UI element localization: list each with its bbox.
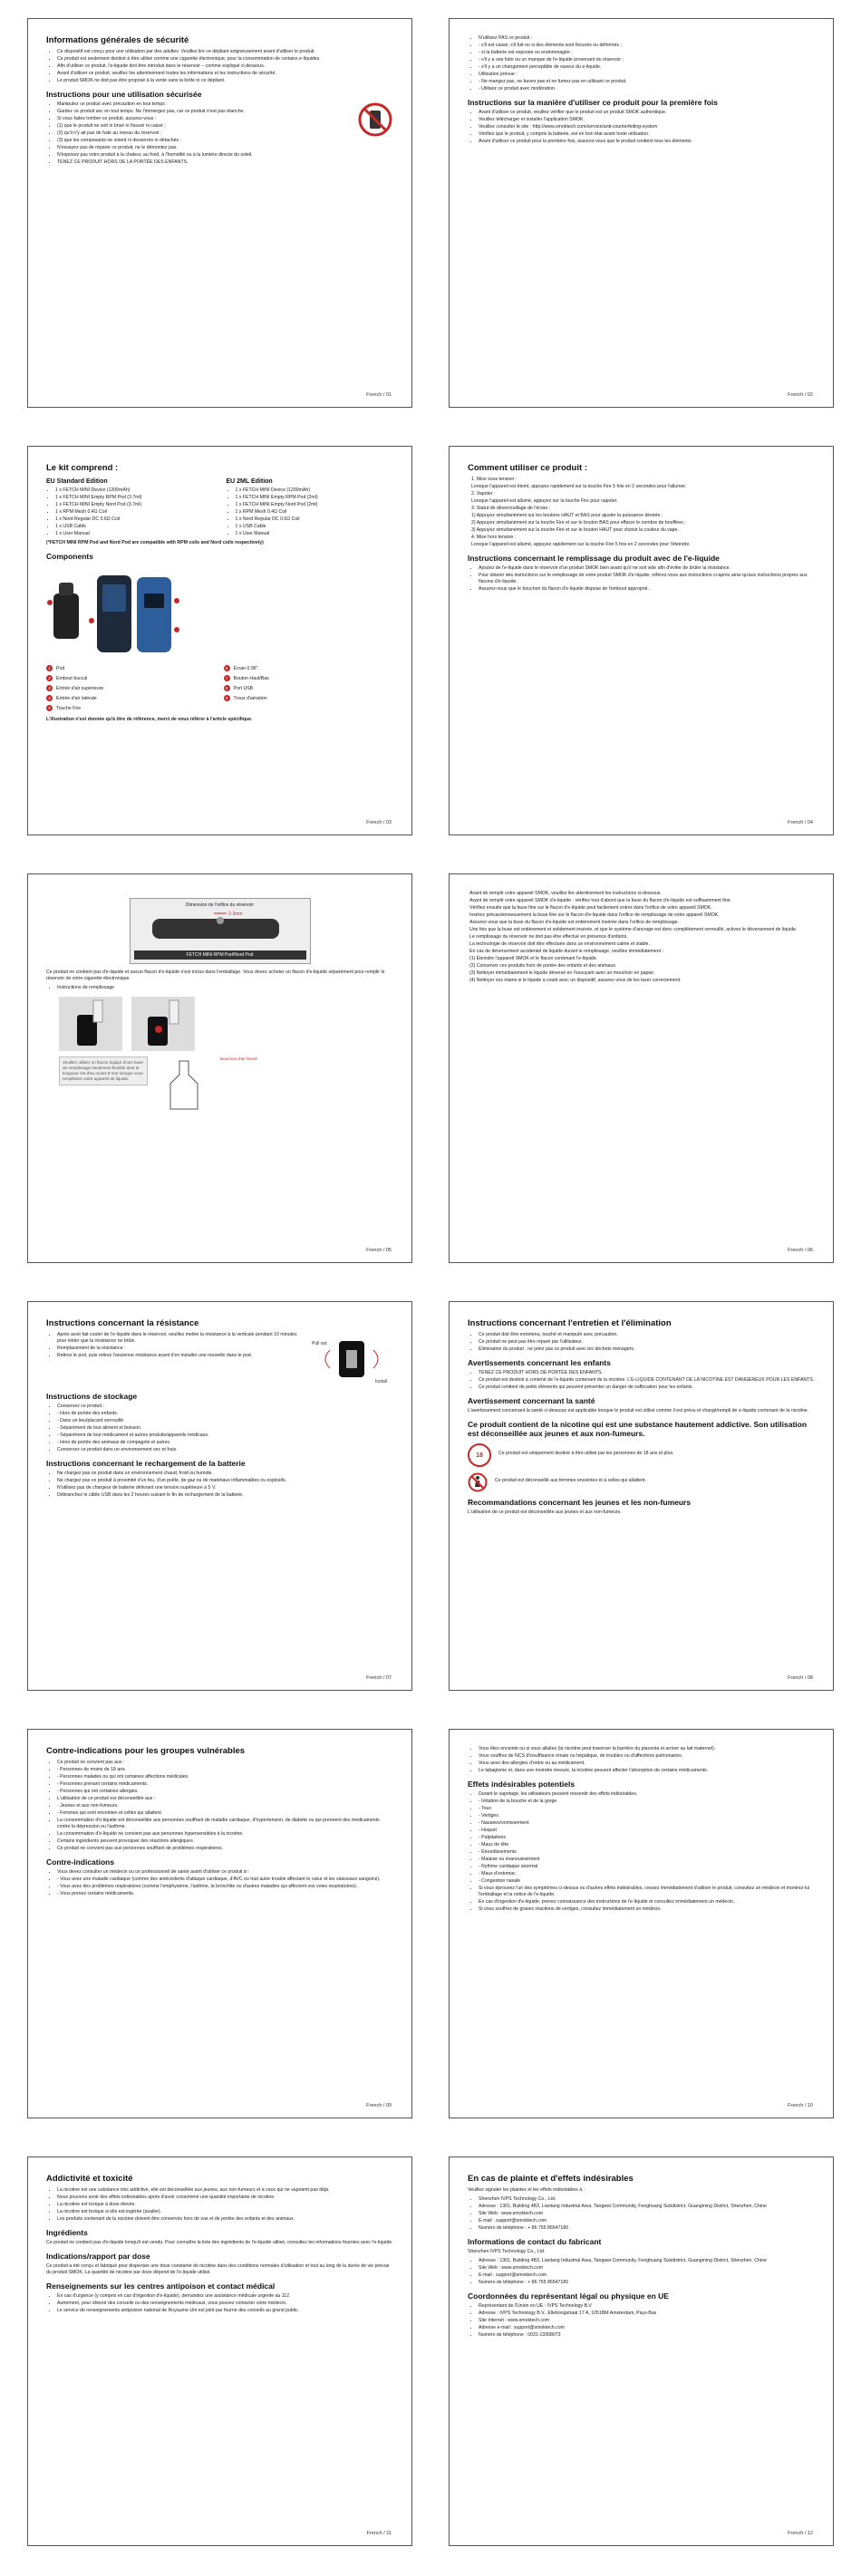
list-item: • - Vertiges — [479, 1813, 815, 1819]
list-item: • 1 x Nord Regular DC 0.6Ω Coil — [236, 516, 394, 523]
manual-page-7 — [27, 1301, 412, 1691]
manual-page-11 — [27, 2156, 412, 2546]
section-heading: Ce produit contient de la nicotine qui est une substance hautement addictive. Son utilisation est déconseillée aux jeunes et aux non-fumeurs. — [468, 1420, 808, 1438]
bullet-list — [468, 2303, 815, 2339]
list-item: • - Femmes qui sont enceintes et celles qui allaitent. — [57, 1810, 393, 1817]
page-heading: Le kit comprend : — [46, 463, 119, 473]
list-item: • Numéro de téléphone : + 86 755 86547180 — [479, 2280, 815, 2286]
list-item: • Veuillez consulter le site : http://www.smoktech.com/service/anti-counterfeiting-system — [479, 124, 815, 130]
list-item: • Adresse e-mail : support@smoktech.com — [479, 2325, 815, 2331]
list-item: • Ce produit ne convient pas aux personnes souffrant de problèmes respiratoires. — [57, 1846, 393, 1852]
list-item: • TENEZ CE PRODUIT HORS DE LA PORTÉE DES ENFANTS. — [57, 159, 352, 166]
list-item: • - Nausées/vomissement — [479, 1820, 815, 1827]
list-item: • - s'il est cassé, s'il fuit ou si des éléments sont fissurés ou déformés ; — [479, 43, 815, 49]
section-heading: Coordonnées du représentant légal ou physique en UE — [468, 2291, 669, 2301]
list-item: La technologie de réservoir doit être effectuée dans un environnement calme et stable. — [469, 941, 650, 947]
paragraph: Ce produit a été conçu et fabriqué pour dispenser une dose constante de nicotine dans des conditions normales d'utilisation et tout au long de la durée de vie prévue du produit SMOK. La quantité de nicotine par dose dépend de l'e-liquide utilisé. — [46, 2263, 390, 2275]
list-item: • 1 x FETCH MINI Empty RPM Pod (2ml) — [236, 495, 394, 501]
section-heading: Contre-indications — [46, 1857, 115, 1867]
refill-step-2-illustration — [131, 997, 195, 1051]
opening-dimension: 2-3mm — [227, 912, 243, 917]
list-item: • Numéro de téléphone : + 86 755 86547180 — [479, 2225, 815, 2232]
list-item: • Manipulez ce produit avec précaution en tout temps : — [57, 101, 352, 108]
list-item: • - Vous prenez certains médicaments. — [57, 1891, 393, 1897]
no-heat-icon — [357, 101, 393, 138]
list-item: • Vous souffrez de NCS d'insuffisance rénale ou hépatique, de troubles ou d'affections pulmonaires. — [479, 1753, 815, 1760]
legend-item: 3 Entrée d'air supérieure — [46, 685, 217, 691]
list-item: • - Personnes qui ont certaines allergies. — [57, 1789, 393, 1795]
list-item: • Le service de renseignements antipoison national de Royaume-Uni est joint par fournir des conseils au grand public. — [57, 2308, 393, 2314]
bullet-list — [46, 487, 214, 537]
list-item: • - Hors de portée des enfants. — [57, 1411, 393, 1417]
list-item: • Vous devez consulter un médecin ou un professionnel de santé avant d'utiliser ce produit si : — [57, 1869, 393, 1876]
step-list — [468, 477, 815, 548]
list-item: • E-mail : support@smoktech.com — [479, 2272, 815, 2279]
list-item: • Durant le vapotage, les utilisateurs peuvent ressentir des effets indésirables. — [479, 1791, 815, 1798]
list-item: • Ce produit est destiné à contenir de l'e-liquide contenant de la nicotine. L'E-LIQUIDE CONTENANT DE LA NICOTINE EST DANGEREUX POUR LES ENFANTS. — [479, 1377, 815, 1384]
section-heading: Renseignements sur les centres antipoison et contact médical — [46, 2282, 276, 2291]
list-item: • - Étourdissements — [479, 1849, 815, 1856]
manual-page-5 — [27, 873, 412, 1263]
list-item: • Vous êtes enceinte ou si vous allaitez (la nicotine peut traverser la barrière du placenta et arriver au lait maternel). — [479, 1746, 815, 1752]
legend-item: 1 Pod — [46, 665, 217, 671]
list-item: • E-mail : support@smoktech.com — [479, 2218, 815, 2224]
bullet-list — [46, 1869, 393, 1897]
list-item: • - Utilisez ce produit avec modération. — [479, 86, 815, 92]
section-heading: Instructions concernant le rechargement de la batterie — [46, 1459, 246, 1468]
list-item: • - Irritation de la bouche et de la gorge — [479, 1799, 815, 1805]
list-item: • Conservez ce produit : — [57, 1404, 393, 1410]
bullet-list — [468, 2258, 815, 2286]
bullet-list — [46, 1471, 393, 1499]
list-item: • - Palpitations — [479, 1835, 815, 1841]
bullet-list — [46, 2293, 393, 2314]
list-item: • - Malaise ou évanouissement — [479, 1857, 815, 1863]
manual-page-2 — [449, 18, 834, 408]
list-item: Vérifiez ensuite que la buse fine sur le flacon d'e-liquide peut facilement entrer dans l'orifice de votre appareil SMOK. — [469, 905, 712, 911]
list-item: • Shenzhen IVPS Technology Co., Ltd. — [479, 2196, 815, 2203]
list-item: • Le tabagisme et, dans une moindre mesure, la nicotine peuvent affecter l'absorption de certains médicaments. — [479, 1768, 815, 1774]
pull-out-label: Pull out — [312, 1341, 327, 1346]
legend-item: 7 Bouton Haut/Bas — [224, 675, 394, 681]
list-item: • - s'il y a une fuite ou un manque de l'e-liquide provenant du réservoir ; — [479, 57, 815, 63]
coil-replacement-illustration — [312, 1332, 393, 1386]
list-item: • - si la batterie est exposée ou endommagée ; — [479, 50, 815, 56]
bullet-list — [468, 1370, 815, 1391]
list-item: • Avant d'utiliser ce produit, veuillez vérifier que le produit est un produit SMOK authentique. — [479, 110, 815, 116]
warning-text: Ce produit est déconseillé aux femmes enceintes et à celles qui allaitent. — [495, 1478, 646, 1483]
age-18-icon: 18 — [468, 1443, 491, 1467]
bullet-list — [46, 101, 352, 167]
no-pregnant-icon — [468, 1472, 488, 1492]
compatibility-note: (*FETCH MINI RPM Pod and Nord Pod are compatible with RPM coils and Nord coils respectively) — [46, 540, 264, 545]
list-item: • N'utilisez PAS ce produit : — [479, 35, 815, 42]
list-item: • Adresse : 1301, Building 4B3, Liantang Industrial Area, Tangwei Community, Fenghuang Subdistrict, Guangming District, Shenzhen, Chine — [479, 2204, 815, 2210]
kit-column-standard — [46, 477, 214, 540]
list-item: • Certains ingrédients peuvent provoquer des réactions allergiques. — [57, 1838, 393, 1845]
list-item: • Veuillez télécharger et installer l'application SMOK. — [479, 117, 815, 123]
list-item: • Adresse : IVPS Technology B.V., Elleboogstraat 17 A, 1051BM Amsterdam, Pays-Bas — [479, 2311, 815, 2317]
bullet-list — [46, 1404, 393, 1453]
section-heading: Avertissement concernant la santé — [468, 1396, 595, 1405]
list-item: Avant de remplir votre appareil SMOK d'e-liquide : vérifiez tout d'abord que la buse du flacon d'e-liquide est suffisamment fine. — [469, 898, 732, 903]
refill-step-1-illustration — [59, 997, 122, 1051]
list-item: • En cas d'urgence (y compris en cas d'ingestion d'e-liquide), demandez une assistance médicale urgente au 112. — [57, 2293, 393, 2300]
list-item: • TENEZ CE PRODUIT HORS DE PORTÉE DES ENFANTS. — [479, 1370, 815, 1376]
list-item: • Assurez-vous que le bouchon du flacon d'e-liquide dispose de l'embout approprié. — [479, 586, 815, 593]
list-item: • - Hors de portée des animaux de compagnie et autres. — [57, 1440, 393, 1446]
list-item: • Afin d'utiliser ce produit, l'e-liquide doit être introduit dans le réservoir – comme expliqué ci-dessous. — [57, 63, 393, 70]
warning-text: Ce produit est uniquement destiné à être utilisé par les personnes de 18 ans et plus. — [498, 1451, 674, 1456]
kit-column-2ml — [227, 477, 394, 540]
list-item: • (3) que les composants ne soient ni desserrés ni détachés ; — [57, 138, 352, 144]
list-item: • Instructions de remplissage — [57, 985, 393, 991]
list-item: • - Dans un lieu/placard verrouillé. — [57, 1418, 393, 1424]
bullet-list — [46, 49, 393, 84]
kit-edition-title: EU Standard Edition — [46, 478, 108, 485]
page-heading: En cas de plainte et d'effets indésirables — [468, 2174, 634, 2184]
list-item: • Si vous éprouvez l'un des symptômes ci-dessus ou d'autres effets indésirables, cessez immédiatement d'utiliser le produit, consultez un médecin et montrez-lui l'emballage et la notice de l'e-liquide. — [479, 1886, 815, 1898]
kit-edition-title: EU 2ML Edition — [226, 478, 273, 485]
list-item: • Ce produit contient de petits éléments qui peuvent présenter un danger de suffocation pour les enfants. — [479, 1384, 815, 1391]
page-number: French / 06 — [788, 1248, 813, 1253]
list-item: 3. Statut de déverrouillage de l'écran : — [471, 506, 551, 511]
list-item: • Remplacement de la résistance : — [57, 1346, 306, 1352]
list-item: 2) Appuyez simultanément sur la touche Fire et sur le bouton BAS pour effacer le nombre de bouffées ; — [471, 520, 686, 526]
list-item: • La consommation d'e-liquide est déconseillée aux personnes souffrant de maladie cardiaque, d'hypertension, de diabète ou qui prennent des médicaments contre la dépression ou l'asthme. — [57, 1818, 393, 1830]
list-item: • Si vous souffrez de graves réactions de vertiges, consultez immédiatement un médecin. — [479, 1906, 815, 1913]
section-heading: Effets indésirables potentiels — [468, 1780, 576, 1789]
page-number: French / 07 — [366, 1675, 392, 1681]
list-item: • - Personnes de moins de 18 ans. — [57, 1767, 393, 1773]
list-item: 3) Appuyez simultanément sur la touche Fire et sur le bouton HAUT pour choisir la couleur du vape. — [471, 527, 679, 533]
list-item: • Le produit SMOK ne doit pas être proposé à la vente sans la boîte ni ce dépliant. — [57, 78, 393, 84]
list-item: • (2) qu'il n'y ait pas de fuite au niveau du réservoir ; — [57, 130, 352, 137]
list-item: • - Jeunes et aux non-fumeurs. — [57, 1803, 393, 1809]
list-item: • - Maux de tête — [479, 1842, 815, 1848]
section-heading: Instructions de stockage — [46, 1392, 138, 1401]
list-item: • En cas d'ingestion d'e-liquide, prenez connaissance des instructions de l'e-liquide et consultez immédiatement un médecin. — [479, 1899, 815, 1905]
list-item: • Ce produit ne convient pas aux : — [57, 1760, 393, 1766]
bottle-nozzle-illustration — [157, 1056, 211, 1111]
list-item: 4. Mise hors tension : — [471, 535, 517, 540]
list-item: (4) Nettoyer vos mains si le liquide a coulé avec un dispositif, assurez-vous de les laver correctement. — [469, 978, 682, 983]
list-item: • 1 x FETCH MINI Empty RPM Pod (3.7ml) — [55, 495, 214, 501]
list-item: • Nous pouvons avoir des effets indésirables après d'avoir consommé une quantité importante de nicotine. — [57, 2195, 393, 2201]
list-item: En cas de déversement accidentel de liquide durant le remplissage, veuillez immédiatement : — [469, 949, 663, 954]
illustration-caption: L'illustration n'est donnée qu'à titre de référence, merci de vous référer à l'article spécifique. — [46, 717, 253, 722]
list-item: • 1 x USB Cable — [236, 524, 394, 530]
list-item: • - Rythme cardiaque anormal — [479, 1864, 815, 1870]
page-number: French / 05 — [366, 1248, 392, 1253]
list-item: • Site Web : www.smoktech.com — [479, 2211, 815, 2217]
list-item: • Élimination du produit : ne jetez pas ce produit avec les déchets ménagers. — [479, 1346, 815, 1353]
list-item: • 1 x FETCH MINI Empty Nord Pod (3.7ml) — [55, 502, 214, 508]
list-item: • Ce produit doit être entretenu, touché et manipulé avec précaution. — [479, 1332, 815, 1338]
paragraph: Ce produit ne contient pas d'e-liquide et aucun flacon d'e-liquide n'est inclus dans l'emballage. Vous devez acheter un flacon d'e-liquide séparément pour remplir le réservoir de votre cigarette électronique. — [46, 970, 385, 981]
list-item: • Si vous faites tomber ce produit, assurez-vous : — [57, 116, 352, 122]
list-item: • Retirez le pod, puis retirez l'ancienne résistance avant d'en installer une nouvelle dans le pod. — [57, 1353, 306, 1359]
bullet-list — [468, 1746, 815, 1774]
page-heading: Addictivité et toxicité — [46, 2174, 133, 2184]
list-item: 1. Mise sous tension : — [471, 477, 518, 482]
component-legend — [46, 665, 393, 711]
paragraph: Ce produit ne contient pas d'e-liquide lorsqu'il est vendu. Pour connaître la liste des ingrédients de l'e-liquide utilisé, consultez les informations fournies avec l'e-liquide. — [46, 2240, 393, 2245]
list-item: • Vous avez des allergies d'ordre ou au médicament. — [479, 1761, 815, 1767]
list-item: • Ajoutez de l'e-liquide dans le réservoir d'un produit SMOK bien avant qu'il ne soit vide afin d'éviter de brûler la résistance. — [479, 565, 815, 572]
bullet-list — [227, 487, 394, 537]
list-item: • L'utilisation de ce produit est déconseillée aux : — [57, 1796, 393, 1802]
page-number: French / 11 — [366, 2531, 392, 2536]
list-item: • N'essayez pas de réparer ce produit, ne le démontez pas. — [57, 145, 352, 151]
page-number: French / 04 — [788, 820, 813, 825]
list-item: (1) Éteindre l'appareil SMOK et le flacon contenant l'e-liquide. — [469, 956, 598, 961]
legend-item: 4 Entrée d'air latérale — [46, 695, 217, 701]
list-item: • Autrement, pour obtenir des conseils ou des renseignements médicaux, vous pouvez contacter votre médecin. — [57, 2301, 393, 2307]
section-heading: Recommandations concernant les jeunes et les non-fumeurs — [468, 1498, 692, 1507]
list-item: • 1 x User Manual — [236, 531, 394, 537]
list-item: • Après avoir fait couler de l'e-liquide dans le réservoir, veuillez mettre la résistance à la verticale pendant 10 minutes pour éviter que la résistance ne brûle. — [57, 1332, 306, 1345]
list-item: • Ne chargez pas ce produit à proximité d'un feu, d'un poêle, de gaz ou de matériaux inflammables ou explosifs. — [57, 1478, 393, 1484]
legend-item: 6 Écran 0.96" — [224, 665, 394, 671]
list-item: • 1 x USB Cable — [55, 524, 214, 530]
list-item: Assurez-vous que la buse du flacon d'e-liquide est entièrement insérée dans l'orifice de remplissage. — [469, 920, 679, 925]
list-item: • - Congestion nasale — [479, 1878, 815, 1885]
manual-page-6 — [449, 873, 834, 1263]
list-item: • - Personnes prenant certains médicaments. — [57, 1781, 393, 1788]
list-item: • Adresse : 1301, Building 4B3, Liantang Industrial Area, Tangwei Community, Fenghuang Subdistrict, Guangming District, Shenzhen, Chine — [479, 2258, 815, 2264]
manual-page-3 — [27, 446, 412, 835]
bullet-list — [468, 1791, 815, 1913]
list-item: • 1 x FETCH MINI Empty Nord Pod (2ml) — [236, 502, 394, 508]
bullet-list — [46, 2187, 393, 2223]
list-item: • N'exposez pas votre produit à la chaleur, au froid, à l'humidité ou à la lumière directe du soleil. — [57, 152, 352, 159]
list-item: • Site Web : www.smoktech.com — [479, 2265, 815, 2272]
page-heading: Instructions concernant l'entretien et l'élimination — [468, 1318, 672, 1328]
section-heading: Ingrédients — [46, 2228, 88, 2237]
list-item: • Conservez ce produit dans un environnement sec et frais. — [57, 1447, 393, 1453]
list-item: • Numéro de téléphone : 0031-13308073 — [479, 2332, 815, 2339]
pod-label: FETCH MINI RPM Pod/Nord Pod — [134, 950, 306, 960]
page-heading: Contre-indications pour les groupes vulnérables — [46, 1746, 246, 1756]
list-item: • Représentant de l'Union en UE : IVPS Technology B.V — [479, 2303, 815, 2310]
list-item: (2) Conserver ces produits hors de portée des enfants et des animaux. — [469, 963, 617, 969]
bullet-list — [468, 35, 815, 92]
pregnancy-warning — [468, 1472, 815, 1492]
section-heading: Instructions concernant le remplissage du produit avec de l'e-liquide — [468, 554, 720, 563]
list-item: Avant de remplir votre appareil SMOK, veuillez lire attentivement les instructions ci-dessous. — [469, 891, 662, 896]
list-item: 2. Vapoter : — [471, 491, 496, 497]
red-note: Bouchon d'air fermé — [220, 1056, 257, 1061]
list-item: • Débranchez le câble USB dans les 2 heures suivant le fin de rechargement de la batterie. — [57, 1492, 393, 1499]
page-number: French / 01 — [366, 392, 392, 398]
list-item: • La nicotine est toxique à dose élevée. — [57, 2202, 393, 2208]
bullet-list — [468, 1332, 815, 1353]
section-heading: Indications/rapport par dose — [46, 2252, 150, 2261]
list-item: • - Ne mangez pas, ne buvez pas et ne fumez pas en utilisant ce produit. — [479, 79, 815, 85]
list-item: • 1 x RPM Mesh 0.4Ω Coil — [236, 509, 394, 516]
manual-page-4 — [449, 446, 834, 835]
list-item: • - Séparément de tout médicament et autres produits/appareils médicaux. — [57, 1433, 393, 1439]
install-label: Install — [375, 1379, 388, 1384]
list-item: • 1 x User Manual — [55, 531, 214, 537]
list-item: • La nicotine est toxique si elle est ingérée (avalée). — [57, 2209, 393, 2215]
section-heading: Informations de contact du fabricant — [468, 2237, 602, 2246]
bullet-list — [468, 565, 815, 593]
list-item: • Avant d'utiliser ce produit, veuillez lire attentivement toutes les informations et les instructions de sécurité. — [57, 71, 393, 77]
tank-opening-diagram — [130, 898, 311, 964]
page-number: French / 12 — [788, 2531, 813, 2536]
bullet-list — [46, 1332, 306, 1384]
legend-item: 5 Touche Fire — [46, 705, 217, 711]
list-item: • - Maux d'estomac — [479, 1871, 815, 1877]
page-number: French / 09 — [366, 2103, 392, 2108]
list-item: • - Hoquet — [479, 1828, 815, 1834]
paragraph: L'utilisation de ce produit est déconseillée aux jeunes et aux non-fumeurs. — [468, 1510, 622, 1515]
page-heading: Comment utiliser ce produit : — [468, 463, 587, 473]
list-item: Insérez précautionneusement la buse fine sur le flacon d'e-liquide dans l'orifice de remplissage de votre appareil SMOK. — [469, 912, 720, 918]
manual-page-12 — [449, 2156, 834, 2546]
list-item: • Gardez ce produit sec en tout temps. Ne l'immergez pas, car ce produit n'est pas étanche. — [57, 109, 352, 115]
list-item: • La nicotine est une substance très addictive, elle est déconseillée aux jeunes, aux non-fumeurs et à ceux qui ne vapotent pas déjà. — [57, 2187, 393, 2194]
component-illustration — [46, 566, 393, 661]
list-item: Lorsque l'appareil est éteint, appuyez rapidement sur la touche Fire 5 fois en 2 secondes pour l'allumer. — [471, 484, 687, 489]
list-item: • - Vous avez des problèmes respiratoires (comme l'emphysème, l'asthme, la bronchite ou d'autres maladies qui affectent vos voies respiratoires). — [57, 1884, 393, 1890]
list-item: • Site Internet : www.smoktech.com — [479, 2318, 815, 2324]
kit-contents — [46, 477, 393, 540]
bullet-list — [46, 1760, 393, 1852]
paragraph: Veuillez signaler les plaintes et les effets indésirables à : — [468, 2187, 585, 2193]
paragraph: L'avertissement concernant la santé ci-dessous est applicable lorsque le produit est utilisé comme il est prévu et chargé/rempli de e-liquide contenant de la nicotine. — [468, 1408, 809, 1413]
list-item: (3) Nettoyer immédiatement le liquide déversé en l'essuyant avec un mouchoir en papier. — [469, 970, 655, 976]
page-number: French / 10 — [788, 2103, 813, 2108]
list-item: • (1) que le produit ne soit ni brisé ni fissuré ni cassé ; — [57, 123, 352, 130]
section-heading: Instructions pour une utilisation sécurisée — [46, 90, 202, 99]
list-item: 1) Appuyez simultanément sur les boutons HAUT et BAS pour ajuster la puissance désirée ; — [471, 513, 663, 518]
list-item: • Vérifiez que le produit, y compris la batterie, est en bon état avant toute utilisation. — [479, 131, 815, 138]
manual-page-8 — [449, 1301, 834, 1691]
manual-page-9 — [27, 1729, 412, 2118]
bullet-list — [46, 985, 393, 991]
page-number: French / 08 — [788, 1675, 813, 1681]
section-heading: Avertissements concernant les enfants — [468, 1358, 611, 1367]
list-item: Lorsque l'appareil est allumé, appuyez sur la touche Fire pour vapoter. — [471, 498, 618, 504]
page-number: French / 02 — [788, 392, 813, 398]
list-item: • Ce dispositif est conçu pour une utilisation par des adultes. Veuillez lire ce dépliant soigneusement avant d'utiliser le produit. — [57, 49, 393, 55]
list-item: • Utilisation prévue : — [479, 72, 815, 78]
list-item: • - Séparément de tout aliment et boisson. — [57, 1425, 393, 1432]
list-item: • Ce produit ne peut pas être réparé par l'utilisateur. — [479, 1339, 815, 1346]
bullet-list — [468, 2196, 815, 2232]
list-item: • Pour obtenir des instructions sur le remplissage de votre produit SMOK d'e-liquide, référez-vous aux instructions ci-après ainsi qu'aux instructions propres aux flacons d'e-liquide. — [479, 573, 815, 585]
section-heading: Instructions sur la manière d'utiliser ce produit pour la première fois — [468, 98, 718, 107]
list-item: Lorsque l'appareil est allumé, appuyez rapidement sur la touche Fire 5 fois en 2 secondes pour l'éteindre. — [471, 542, 691, 547]
list-item: • Avant d'utiliser ce produit pour la première fois, assurez-vous que le produit contient tous les éléments. — [479, 139, 815, 145]
list-item: • - Vous avez une maladie cardiaque (comme des antécédents d'attaque cardiaque, d'AVC ou tout autre trouble affectant le cœur et les vaisseaux sanguins). — [57, 1877, 393, 1883]
legend-item: 2 Embout buccal — [46, 675, 217, 681]
device-exploded-illustration — [46, 566, 182, 661]
list-item: Une fois que la buse est entièrement et solidement insérée, et que le système d'ancrage est donc complètement verrouillé, activez le déversement de liquide. — [469, 927, 798, 932]
list-item: • - Toux — [479, 1806, 815, 1812]
list-item: • N'utilisez pas de chargeur de batterie délivrant une tension supérieure à 5 V. — [57, 1485, 393, 1491]
list-item: • 1 x FETCH MINI Device (1200mAh) — [55, 487, 214, 494]
list-item: • Ne chargez pas ce produit dans un environnement chaud, froid ou humide. — [57, 1471, 393, 1477]
list-item: • 1 x Nord Regular DC 0.6Ω Coil — [55, 516, 214, 523]
diagram-title: Dimension de l'orifice du réservoir — [185, 902, 255, 908]
list-item: • Les produits contenant de la nicotine doivent être conservés hors de vue et de portée des enfants et des animaux. — [57, 2216, 393, 2223]
section-heading: Components — [46, 552, 93, 561]
bullet-list — [468, 891, 815, 984]
nozzle-note: Veuillez utiliser un flacon équipé d'une buse de remplissage seulement flexible dont la longueur est d'au moins 9 mm lorsque vous remplissez votre appareil de liquide. — [59, 1056, 148, 1085]
list-item: • - Personnes malades ou qui ont certaines affections médicales. — [57, 1774, 393, 1780]
age-warning — [468, 1443, 815, 1467]
page-heading: Informations générales de sécurité — [46, 35, 189, 45]
page-heading: Instructions concernant la résistance — [46, 1318, 199, 1328]
list-item: Le remplissage du réservoir ne doit pas être effectué en présence d'enfants. — [469, 934, 628, 940]
list-item: • Ce produit est seulement destiné à être utilisé comme une cigarette électronique, pour la consommation de certains e-liquides. — [57, 56, 393, 63]
list-item: • - s'il y a un changement perceptible de saveur du e-liquide. — [479, 64, 815, 71]
paragraph: Shenzhen IVPS Technology Co., Ltd. — [468, 2249, 546, 2254]
list-item: • 1 x FETCH MINI Device (1200mAh) — [236, 487, 394, 494]
refill-illustrations — [59, 997, 393, 1051]
list-item: • 1 x RPM Mesh 0.4Ω Coil — [55, 509, 214, 516]
legend-item: 8 Port USB — [224, 685, 394, 691]
list-item: • La consommation d'e-liquide ne convient pas aux personnes hypersensibles à la nicotine. — [57, 1831, 393, 1838]
pod-opening-illustration — [134, 908, 297, 944]
manual-page-10 — [449, 1729, 834, 2118]
page-number: French / 03 — [366, 820, 392, 825]
legend-item: 9 Trous d'aération — [224, 695, 394, 701]
bullet-list — [468, 110, 815, 145]
manual-page-1 — [27, 18, 412, 408]
